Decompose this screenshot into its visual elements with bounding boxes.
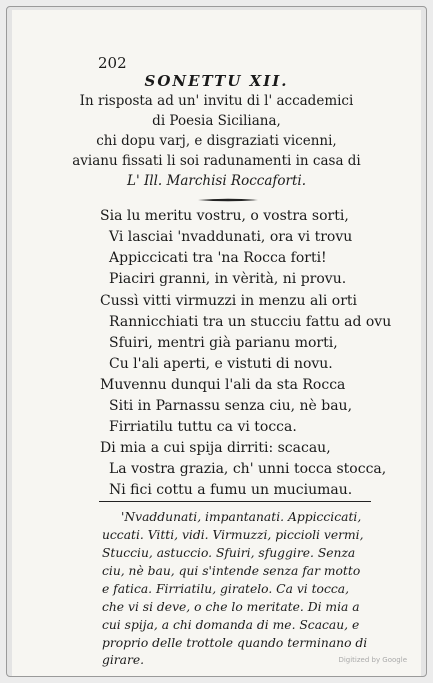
verse-line: Cu l'ali aperti, e vistuti di novu. [109, 356, 333, 372]
watermark: Digitized by Google [338, 656, 407, 664]
footnote-line: cui spija, a chi domanda di me. Scacau, e [102, 618, 360, 632]
page-number: 202 [98, 54, 127, 72]
footnote-line: e fatica. Firriatilu, giratelo. Ca vi tocca, [102, 582, 349, 596]
verse-line: La vostra grazia, ch' unni tocca stocca, [109, 461, 387, 477]
heading-line: avianu fissati li soi radunamenti in casa di [72, 153, 361, 169]
footnote-line: uccati. Vitti, vidi. Virmuzzi, piccioli vermi, [102, 528, 364, 542]
heading-line: di Poesia Siciliana, [152, 113, 281, 129]
footnote-rule [99, 501, 371, 502]
footnote-line: ciu, nè bau, qui s'intende senza far motto [102, 564, 361, 578]
verse-line: Sfuiri, mentri già parianu morti, [109, 335, 338, 351]
heading-line: In risposta ad un' invitu di l' accademici [79, 93, 354, 109]
verse-line: Muvennu dunqui l'ali da sta Rocca [100, 377, 346, 393]
verse-line: Di mia a cui spija dirriti: scacau, [100, 440, 331, 456]
sonnet-title: SONETTU XII. [144, 72, 289, 90]
verse-line: Firriatilu tuttu ca vi tocca. [109, 419, 297, 435]
verse-line: Piaciri granni, in vèrità, ni provu. [109, 271, 347, 287]
verse-line: Siti in Parnassu senza ciu, nè bau, [109, 398, 353, 414]
book-page [12, 10, 421, 676]
footnote-line: che vi si deve, o che lo meritate. Di mia a [102, 600, 360, 614]
footnote-line: 'Nvaddunati, impantanati. Appiccicati, [121, 510, 362, 524]
heading-line: L' Ill. Marchisi Roccaforti. [126, 173, 307, 189]
verse-line: Sia lu meritu vostru, o vostra sorti, [100, 208, 349, 224]
footnote-line: girare. [102, 653, 145, 667]
footnote-line: Stucciu, astuccio. Sfuiri, sfuggire. Senza [102, 546, 356, 560]
verse-line: Rannicchiati tra un stucciu fattu ad ovu [109, 314, 392, 330]
verse-line: Ni fici cottu a fumu un muciumau. [109, 482, 353, 498]
footnote-line: proprio delle trottole quando terminano di [102, 636, 368, 650]
verse-line: Cussì vitti virmuzzi in menzu ali orti [100, 293, 357, 309]
heading-line: chi dopu varj, e disgraziati vicenni, [96, 133, 337, 149]
verse-line: Vi lasciai 'nvaddunati, ora vi trovu [109, 229, 353, 245]
verse-line: Appiccicati tra 'na Rocca forti! [109, 250, 327, 266]
ornament-rule [198, 198, 258, 202]
